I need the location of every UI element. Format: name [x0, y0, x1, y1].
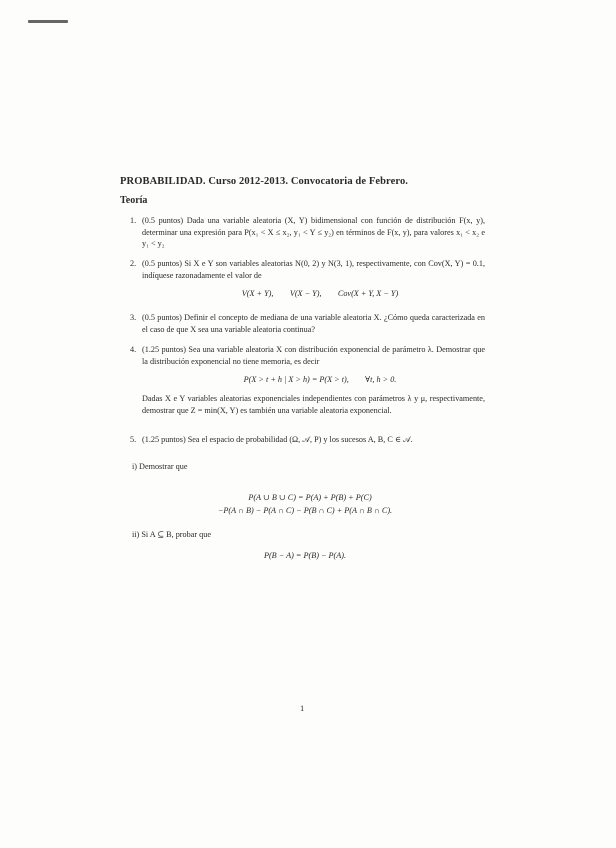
- question-number: 2.: [130, 259, 137, 268]
- question-5: [120, 434, 485, 446]
- question-text: (0.5 puntos) Dada una variable aleatoria (X, Y) bidimensional con función de distribución F(x, y), determinar una expresión para P(x₁ < X ≤ x₂, y₁ < Y ≤ y₂) en términos de F(x, y), para valores x₁ < x₂ e y₁ < y₂: [142, 216, 485, 248]
- question-number: 1.: [130, 216, 137, 225]
- exam-header: PROBABILIDAD. Curso 2012-2013. Convocatoria de Febrero.: [120, 176, 409, 187]
- question-4: [120, 344, 485, 367]
- question-text: (1.25 puntos) Sea una variable aleatoria X con distribución exponencial de parámetro λ. Demostrar que la distribución exponencial no tiene memoria, es decir: [142, 345, 485, 366]
- equation-inclusion-exclusion-2: −P(A ∩ B) − P(A ∩ C) − P(B ∩ C) + P(A ∩ B ∩ C).: [217, 506, 393, 515]
- question-text: (0.5 puntos) Definir el concepto de mediana de una variable aleatoria X. ¿Cómo queda caracterizada en el caso de que X sea una variable aleatoria continua?: [142, 313, 485, 334]
- subquestion-ii: ii) Si A ⊆ B, probar que: [132, 530, 211, 539]
- question-3: [120, 312, 485, 335]
- subquestion-i: i) Demostrar que: [132, 462, 188, 471]
- equation-difference: P(B − A) = P(B) − P(A).: [263, 551, 347, 560]
- equation-variances: V(X + Y), V(X − Y), Cov(X + Y, X − Y): [241, 289, 399, 298]
- question-text: (1.25 puntos) Sea el espacio de probabilidad (Ω, 𝒜, P) y los sucesos A, B, C ∈ 𝒜.: [142, 435, 413, 444]
- question-4-continued: [120, 393, 485, 416]
- question-number: 5.: [130, 435, 137, 444]
- scan-mark: [28, 20, 68, 23]
- section-title: Teoría: [120, 195, 148, 206]
- question-text: Dadas X e Y variables aleatorias exponenciales independientes con parámetros λ y μ, respectivamente, demostrar que Z = min(X, Y) es también una variable aleatoria exponencial.: [142, 394, 485, 415]
- page-number: 1: [300, 703, 305, 713]
- question-1: [120, 215, 485, 250]
- question-number: 4.: [130, 345, 137, 354]
- question-number: 3.: [130, 313, 137, 322]
- question-text: (0.5 puntos) Si X e Y son variables aleatorias N(0, 2) y N(3, 1), respectivamente, con Cov(X, Y) = 0.1, indíquese razonadamente el valor de: [142, 259, 485, 280]
- equation-memoryless: P(X > t + h | X > h) = P(X > t), ∀t, h > 0.: [243, 375, 397, 384]
- equation-inclusion-exclusion-1: P(A ∪ B ∪ C) = P(A) + P(B) + P(C): [248, 493, 372, 502]
- question-2: [120, 258, 485, 281]
